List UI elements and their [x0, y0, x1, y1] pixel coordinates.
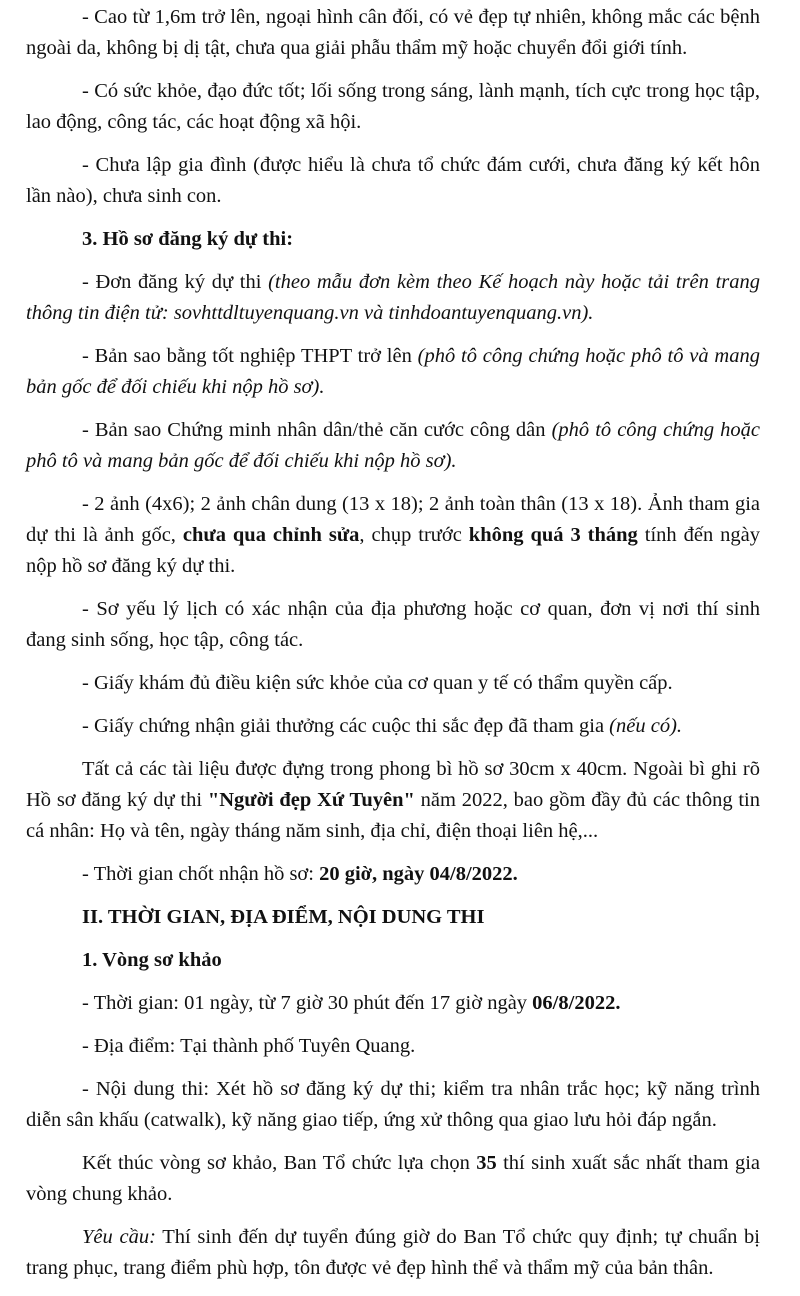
criterion-unmarried-text: - Chưa lập gia đình (được hiểu là chưa tổ chức đám cưới, chưa đăng ký kết hôn lần nào), chưa sinh con.	[26, 154, 760, 207]
doc-health-certificate	[26, 668, 760, 699]
doc-diploma-copy-note: (phô tô công chứng hoặc phô tô và mang bản gốc để đối chiếu khi nộp hồ sơ).	[26, 345, 760, 398]
prelim-date: 06/8/2022.	[532, 992, 621, 1014]
doc-photos-text-d: tính đến ngày nộp hồ sơ đăng ký dự thi.	[26, 524, 760, 577]
section-heading-documents: 3. Hồ sơ đăng ký dự thi:	[82, 228, 294, 250]
doc-award-certificate	[26, 711, 760, 742]
section-heading-time-place-content: II. THỜI GIAN, ĐỊA ĐIỂM, NỘI DUNG THI	[82, 906, 485, 928]
selected-count: 35	[476, 1152, 497, 1174]
envelope-instructions-text-c: năm 2022, bao gồm đầy đủ các thông tin cá nhân: Họ và tên, ngày tháng năm sinh, địa chỉ, điện thoại liên hệ,...	[26, 789, 760, 842]
doc-award-certificate-text: - Giấy chứng nhận giải thưởng các cuộc thi sắc đẹp đã tham gia	[82, 715, 610, 737]
requirements-label: Yêu cầu:	[82, 1226, 156, 1248]
prelim-result-text-c: thí sinh xuất sắc nhất tham gia vòng chung khảo.	[26, 1152, 760, 1205]
prelim-location-text: - Địa điểm: Tại thành phố Tuyên Quang.	[82, 1035, 416, 1057]
envelope-instructions	[26, 754, 760, 847]
doc-award-certificate-note: (nếu có).	[609, 715, 683, 737]
deadline-value: 20 giờ, ngày 04/8/2022.	[319, 863, 518, 885]
doc-photos-text-a: - 2 ảnh (4x6); 2 ảnh chân dung (13 x 18); 2 ảnh toàn thân (13 x 18). Ảnh tham gia dự thi là ảnh gốc,	[26, 493, 760, 546]
prelim-content	[26, 1074, 760, 1136]
doc-photos-text-c: , chụp trước	[359, 524, 469, 546]
prelim-content-text: - Nội dung thi: Xét hồ sơ đăng ký dự thi; kiểm tra nhân trắc học; kỹ năng trình diễn sân khấu (catwalk), kỹ năng giao tiếp, ứng xử thông qua giao lưu hỏi đáp ngắn.	[26, 1078, 760, 1131]
section-heading-preliminary-round: 1. Vòng sơ khảo	[82, 949, 222, 971]
doc-photos-bold-3-months: không quá 3 tháng	[468, 524, 638, 546]
doc-resume	[26, 594, 760, 656]
criterion-health	[26, 76, 760, 138]
envelope-instructions-text-a: Tất cả các tài liệu được đựng trong phong bì hồ sơ 30cm x 40cm. Ngoài bì ghi rõ Hồ sơ đăng ký dự thi	[26, 758, 760, 811]
doc-photos	[26, 489, 760, 582]
document-page	[26, 2, 760, 1296]
prelim-result	[26, 1148, 760, 1210]
criterion-height-text: - Cao từ 1,6m trở lên, ngoại hình cân đối, có vẻ đẹp tự nhiên, không mắc các bệnh ngoài da, không bị dị tật, chưa qua giải phẫu thẩm mỹ hoặc chuyển đổi giới tính.	[26, 6, 760, 59]
doc-resume-text: - Sơ yếu lý lịch có xác nhận của địa phương hoặc cơ quan, đơn vị nơi thí sinh đang sinh sống, học tập, công tác.	[26, 598, 760, 651]
doc-id-copy	[26, 415, 760, 477]
criterion-unmarried	[26, 150, 760, 212]
doc-id-copy-text: - Bản sao Chứng minh nhân dân/thẻ căn cước công dân	[82, 419, 552, 441]
doc-application-form-text: - Đơn đăng ký dự thi	[82, 271, 269, 293]
prelim-time-text: - Thời gian: 01 ngày, từ 7 giờ 30 phút đến 17 giờ ngày	[82, 992, 533, 1014]
doc-application-form-note: (theo mẫu đơn kèm theo Kế hoạch này hoặc tải trên trang thông tin điện tử: sovhttdltuyenquang.vn và tinhdoantuyenquang.vn).	[26, 271, 760, 324]
prelim-time	[26, 988, 760, 1019]
prelim-result-text-a: Kết thúc vòng sơ khảo, Ban Tổ chức lựa chọn	[82, 1152, 477, 1174]
doc-application-form	[26, 267, 760, 329]
doc-photos-bold-unedited: chưa qua chỉnh sửa	[182, 524, 360, 546]
criterion-height	[26, 2, 760, 64]
contest-name: "Người đẹp Xứ Tuyên"	[207, 789, 415, 811]
doc-diploma-copy-text: - Bản sao bằng tốt nghiệp THPT trở lên	[82, 345, 418, 367]
deadline-label: - Thời gian chốt nhận hồ sơ:	[82, 863, 320, 885]
requirements-text: Thí sinh đến dự tuyển đúng giờ do Ban Tổ chức quy định; tự chuẩn bị trang phục, trang điểm phù hợp, tôn được vẻ đẹp hình thể và thẩm mỹ của bản thân.	[26, 1226, 760, 1279]
prelim-location	[26, 1031, 760, 1062]
criterion-health-text: - Có sức khỏe, đạo đức tốt; lối sống trong sáng, lành mạnh, tích cực trong học tập, lao động, công tác, các hoạt động xã hội.	[26, 80, 760, 133]
requirements	[26, 1222, 760, 1284]
deadline	[26, 859, 760, 890]
doc-health-certificate-text: - Giấy khám đủ điều kiện sức khỏe của cơ quan y tế có thẩm quyền cấp.	[82, 672, 673, 694]
doc-id-copy-note: (phô tô công chứng hoặc phô tô và mang bản gốc để đối chiếu khi nộp hồ sơ).	[26, 419, 761, 472]
doc-diploma-copy	[26, 341, 760, 403]
